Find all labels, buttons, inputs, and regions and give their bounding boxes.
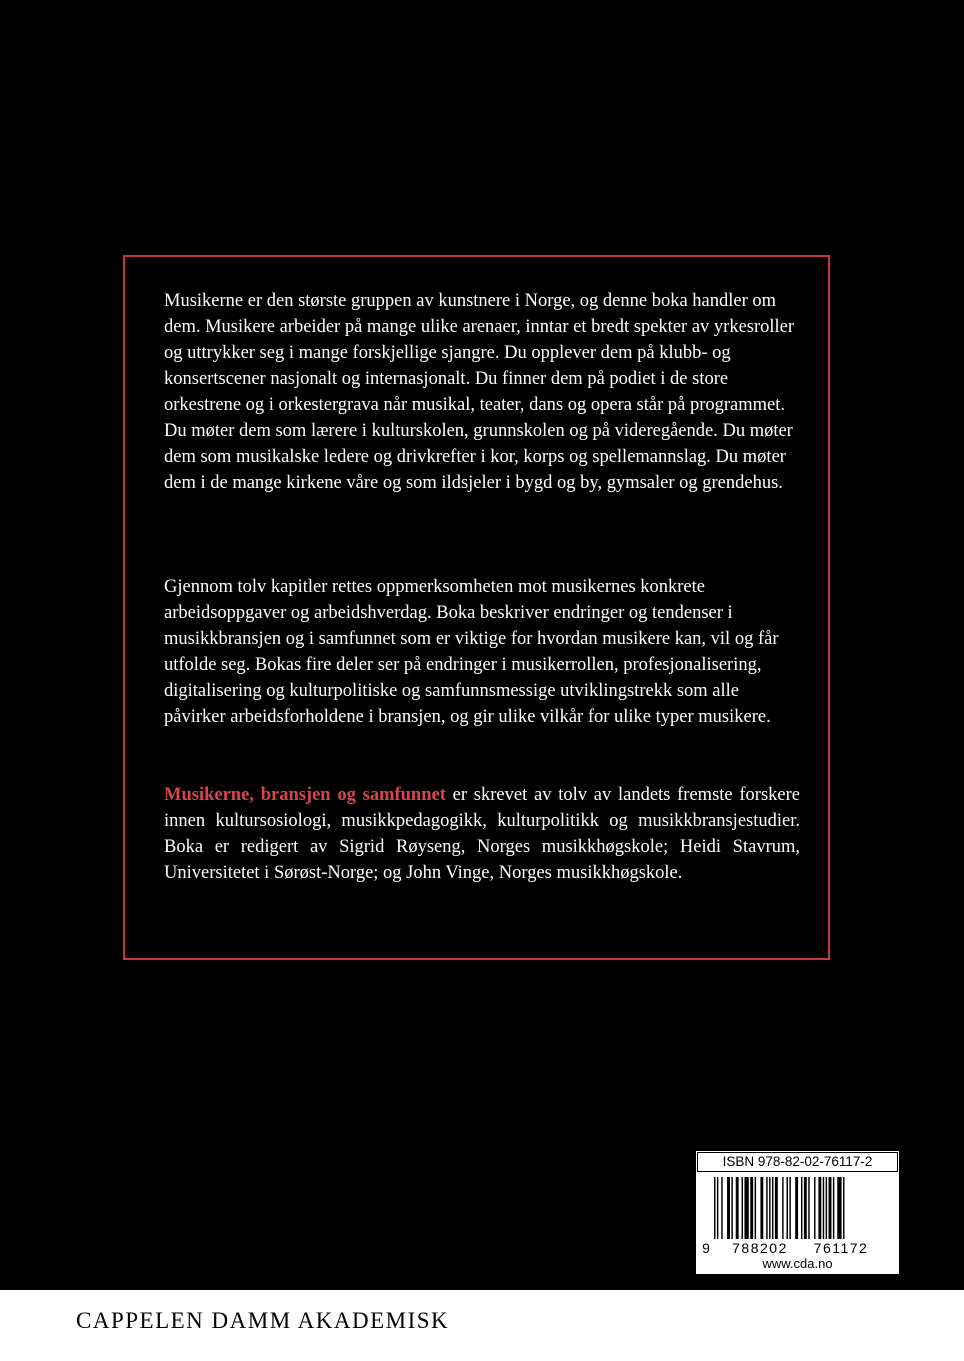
- barcode-bar: [769, 1177, 770, 1239]
- barcode-bar: [833, 1177, 834, 1239]
- publisher-url: www.cda.no: [762, 1256, 833, 1271]
- barcode-bar: [755, 1177, 756, 1239]
- barcode-bar: [818, 1177, 821, 1239]
- barcode-bar: [789, 1177, 790, 1239]
- barcode-bar: [721, 1177, 722, 1239]
- barcode-bar: [843, 1177, 844, 1239]
- barcode-bar: [727, 1177, 730, 1239]
- barcode-bar: [714, 1177, 715, 1239]
- barcode-bar: [744, 1177, 748, 1239]
- blurb-frame: [123, 255, 830, 960]
- isbn-box: [696, 1151, 899, 1274]
- barcode-bar: [766, 1177, 767, 1239]
- barcode-bar: [782, 1177, 783, 1239]
- book-title-inline: Musikerne, bransjen og samfunnet: [164, 785, 446, 805]
- barcode-bar: [826, 1177, 827, 1239]
- barcode-bar: [750, 1177, 753, 1239]
- barcode-digit-left: 788202: [732, 1240, 788, 1255]
- blurb-paragraph-1: Musikerne er den største gruppen av kunstnere i Norge, og denne boka handler om dem. Musikere arbeider på mange ulike arenaer, inntar et bredt spekter av yrkesroller og uttrykker seg i mange forskjellige sjangre. Du opplever dem på klubb- og konsertscener nasjonalt og internasjonalt. Du finner dem på podiet i de store orkestrene og i orkestergrava når musikal, teater, dans og opera står på programmet. Du møter dem som lærere i kulturskolen, grunnskolen og på videregående. Du møter dem som musikalske ledere og drivkrefter i kor, korps og spellemannslag. Du møter dem i de mange kirkene våre og som ildsjeler i bygd og by, gymsaler og grendehus.: [164, 291, 795, 493]
- barcode-bar: [804, 1177, 807, 1239]
- barcode-bar: [717, 1177, 718, 1239]
- barcode-bar: [736, 1177, 739, 1239]
- barcode-bar: [775, 1177, 778, 1239]
- barcode-bar: [837, 1177, 841, 1239]
- blurb-paragraph-3-text: er skrevet av tolv av landets fremste forskere innen kultursosiologi, musikkpedagogikk, kulturpolitikk og musikkbransjestudier. Boka er redigert av Sigrid Røyseng, Norges musikkhøgskole; Heidi Stavrum, Universitetet i Sørøst-Norge; og John Vinge, Norges musikkhøgskole.: [164, 785, 800, 883]
- barcode-bar: [795, 1177, 798, 1239]
- barcode-bar: [823, 1177, 824, 1239]
- publisher-logo: CAPPELEN DAMM AKADEMISK: [76, 1308, 450, 1333]
- blurb-paragraph-2: Gjennom tolv kapitler rettes oppmerksomheten mot musikernes konkrete arbeidsoppgaver og arbeidshverdag. Boka beskriver endringer og tendenser i musikkbransjen og i samfunnet som er viktige for hvordan musikere kan, vil og får utfolde seg. Bokas fire deler ser på endringer i musikerrollen, profesjonalisering, digitalisering og kulturpolitiske og samfunnsmessige utviklingstrekk som alle påvirker arbeidsforholdene i bransjen, og gir ulike vilkår for ulike typer musikere.: [164, 577, 779, 727]
- barcode-bar: [801, 1177, 802, 1239]
- barcode-icon: [702, 1177, 893, 1255]
- barcode-bar: [808, 1177, 809, 1239]
- barcode-digit-right: 761172: [813, 1240, 869, 1255]
- barcode-bar: [787, 1177, 788, 1239]
- barcode-bar: [731, 1177, 732, 1239]
- barcode-bar: [760, 1177, 763, 1239]
- barcode-bar: [814, 1177, 815, 1239]
- footer-band: [0, 1290, 964, 1361]
- barcode-bar: [772, 1177, 773, 1239]
- barcode-digit-lead: 9: [702, 1240, 710, 1255]
- isbn-label: ISBN 978-82-02-76117-2: [697, 1152, 898, 1172]
- blurb-paragraph-3: [164, 782, 800, 886]
- barcode-bar: [829, 1177, 832, 1239]
- barcode-bar: [742, 1177, 743, 1239]
